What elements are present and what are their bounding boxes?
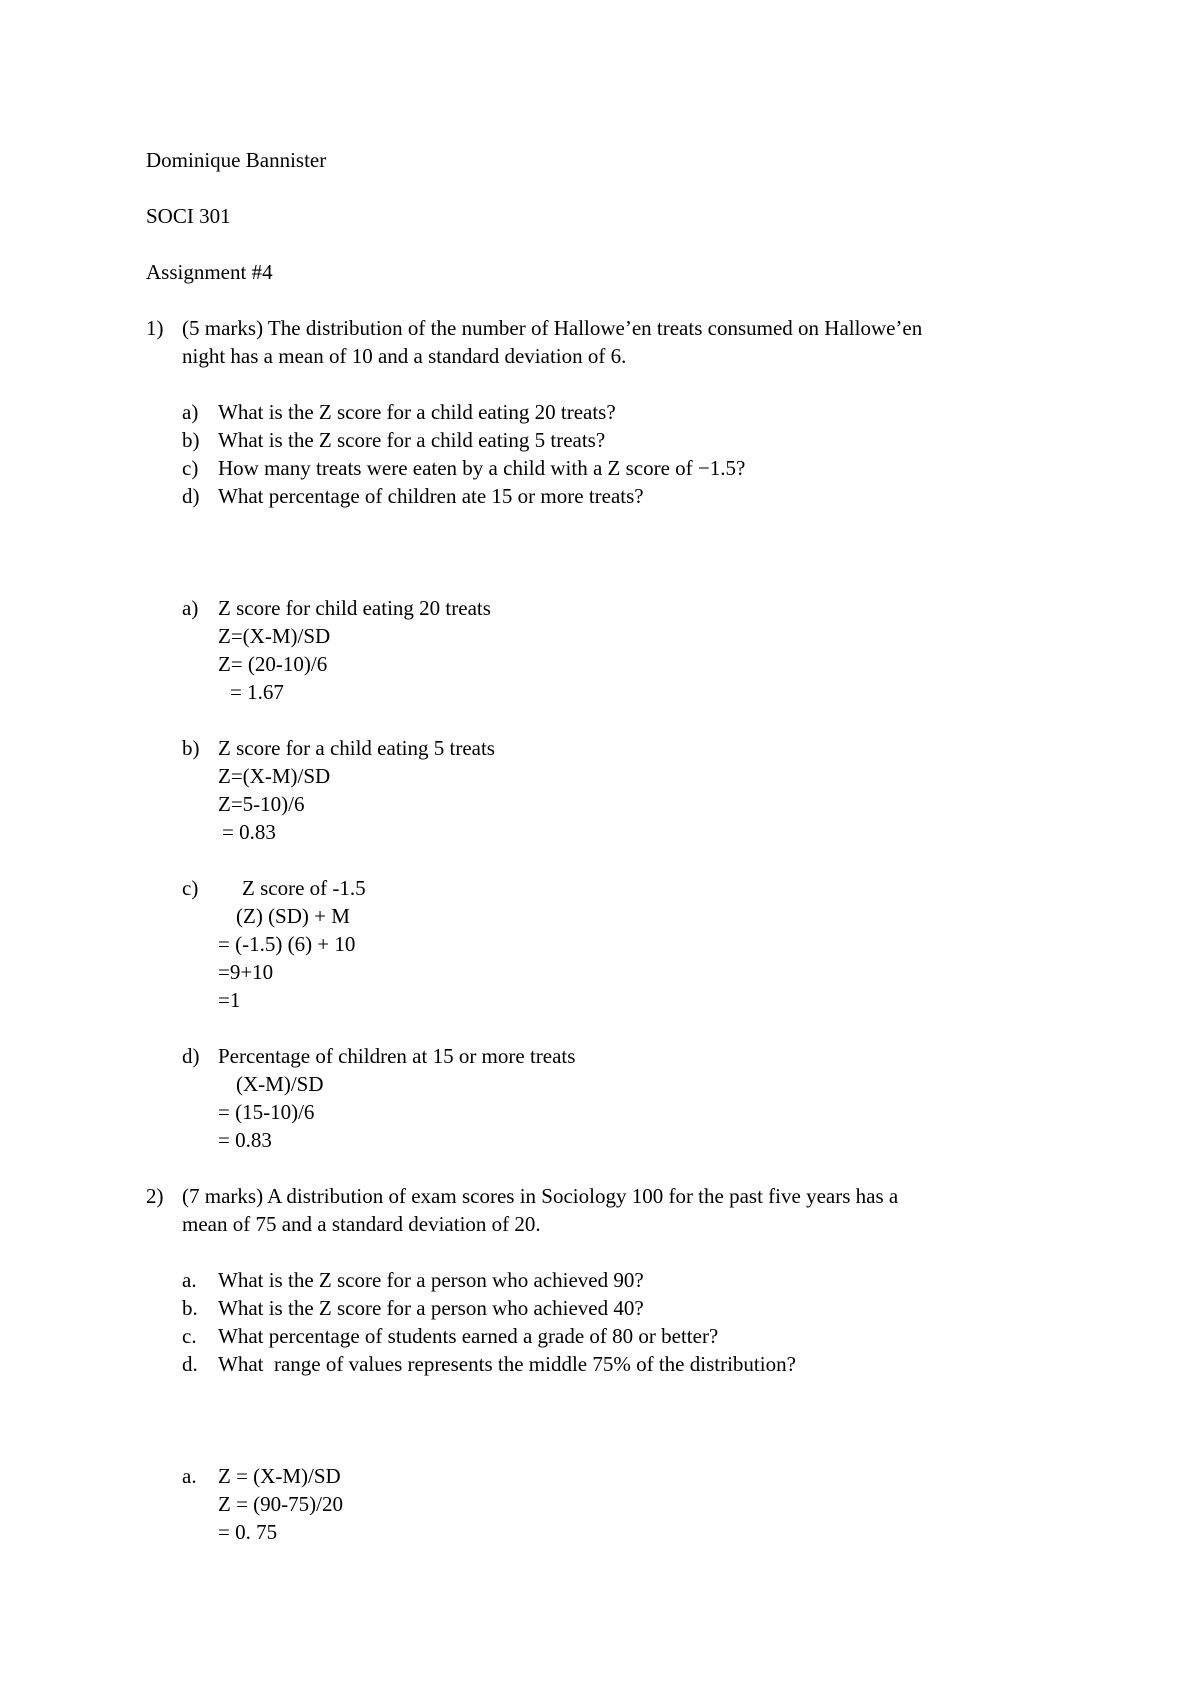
q1-answer-d-formula: (X-M)/SD	[236, 1072, 324, 1096]
question-1-text-line1: (5 marks) The distribution of the number of Hallowe’en treats consumed on Hallowe’en	[182, 316, 923, 340]
q1-answer-c-title: Z score of -1.5	[242, 876, 366, 900]
q1-answer-a-result: = 1.67	[230, 680, 284, 704]
q2-answer-a-formula: Z = (X-M)/SD	[218, 1464, 341, 1488]
q1-answer-c-step: =9+10	[218, 960, 274, 984]
q1-answer-a-substitution: Z= (20-10)/6	[218, 652, 328, 676]
q1-sub-question: What percentage of children ate 15 or more treats?	[218, 484, 644, 508]
q1-answer-d-label: d)	[182, 1044, 200, 1068]
q2-sub-label: c.	[182, 1324, 197, 1348]
question-2-text-line2: mean of 75 and a standard deviation of 20.	[182, 1212, 541, 1236]
q1-answer-a-formula: Z=(X-M)/SD	[218, 624, 331, 648]
question-2-text-line1: (7 marks) A distribution of exam scores in Sociology 100 for the past five years has a	[182, 1184, 899, 1208]
question-2-number: 2)	[146, 1184, 164, 1208]
q1-answer-c-substitution: = (-1.5) (6) + 10	[218, 932, 356, 956]
q1-answer-b-substitution: Z=5-10)/6	[218, 792, 305, 816]
q1-answer-b-formula: Z=(X-M)/SD	[218, 764, 331, 788]
q1-answer-c-label: c)	[182, 876, 199, 900]
q1-sub-question: What is the Z score for a child eating 20 treats?	[218, 400, 616, 424]
q1-answer-b-label: b)	[182, 736, 200, 760]
q2-sub-question: What is the Z score for a person who achieved 90?	[218, 1268, 644, 1292]
q1-answer-a-title: Z score for child eating 20 treats	[218, 596, 491, 620]
q1-sub-label: b)	[182, 428, 200, 452]
question-1-text-line2: night has a mean of 10 and a standard deviation of 6.	[182, 344, 627, 368]
q1-sub-label: c)	[182, 456, 199, 480]
q1-answer-b-title: Z score for a child eating 5 treats	[218, 736, 495, 760]
q1-answer-b-result: = 0.83	[222, 820, 276, 844]
q2-sub-question: What range of values represents the middle 75% of the distribution?	[218, 1352, 796, 1376]
q1-sub-label: d)	[182, 484, 200, 508]
q1-answer-c-formula: (Z) (SD) + M	[236, 904, 350, 928]
q2-answer-a-result: = 0. 75	[218, 1520, 278, 1544]
q2-sub-label: a.	[182, 1268, 197, 1292]
course-code: SOCI 301	[146, 204, 231, 228]
q1-answer-a-label: a)	[182, 596, 199, 620]
question-1-number: 1)	[146, 316, 164, 340]
q2-sub-question: What is the Z score for a person who achieved 40?	[218, 1296, 644, 1320]
q1-sub-question: How many treats were eaten by a child with a Z score of −1.5?	[218, 456, 746, 480]
q2-answer-a-label: a.	[182, 1464, 197, 1488]
q2-sub-question: What percentage of students earned a grade of 80 or better?	[218, 1324, 719, 1348]
student-name: Dominique Bannister	[146, 148, 327, 172]
q1-answer-c-result: =1	[218, 988, 241, 1012]
q1-answer-d-substitution: = (15-10)/6	[218, 1100, 315, 1124]
q1-answer-d-title: Percentage of children at 15 or more treats	[218, 1044, 576, 1068]
q1-answer-d-result: = 0.83	[218, 1128, 272, 1152]
assignment-title: Assignment #4	[146, 260, 273, 284]
q2-sub-label: b.	[182, 1296, 198, 1320]
q1-sub-question: What is the Z score for a child eating 5 treats?	[218, 428, 606, 452]
q2-sub-label: d.	[182, 1352, 198, 1376]
q1-sub-label: a)	[182, 400, 199, 424]
q2-answer-a-substitution: Z = (90-75)/20	[218, 1492, 343, 1516]
